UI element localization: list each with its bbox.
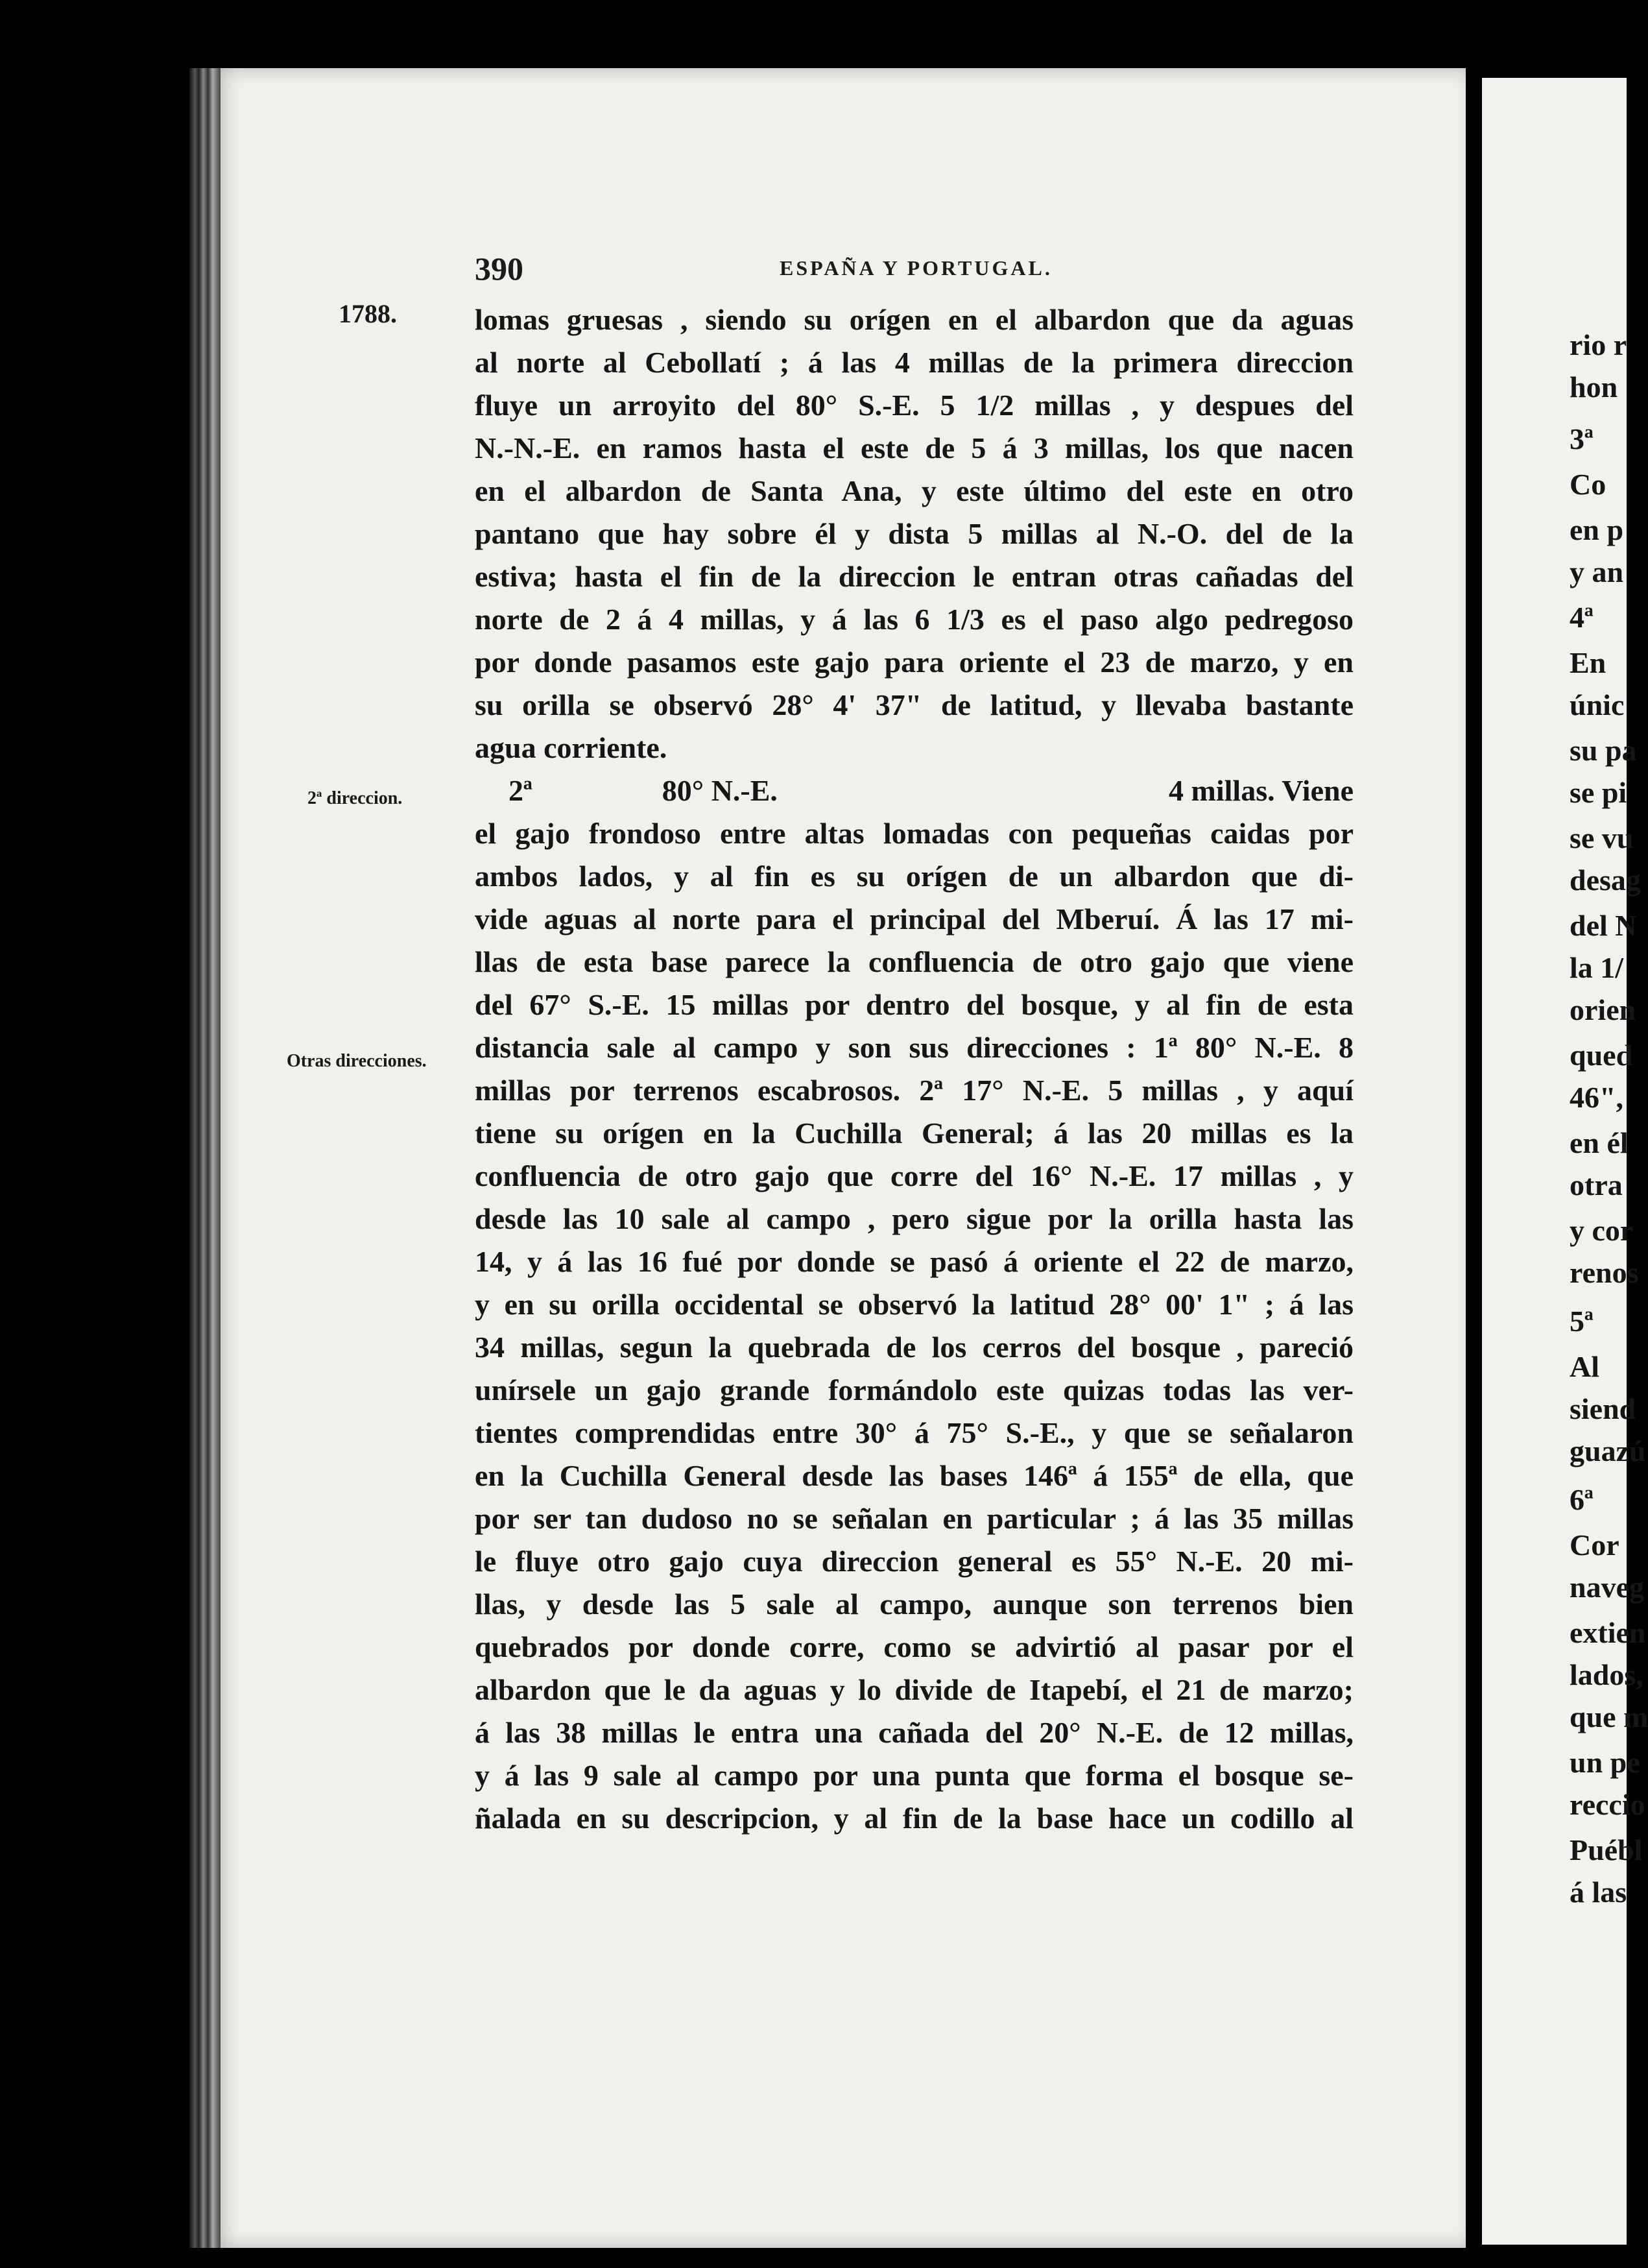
text-line: le fluye otro gajo cuya direccion general es 55° N.-E. 20 mi- bbox=[475, 1545, 1354, 1578]
facing-page-fragment: se pi bbox=[1570, 776, 1627, 809]
facing-page-fragment: En bbox=[1570, 646, 1606, 679]
facing-page-fragment: siend bbox=[1570, 1392, 1636, 1425]
facing-page-fragment: y an bbox=[1570, 555, 1624, 588]
text-line: quebrados por donde corre, como se advirtió al pasar por el bbox=[475, 1630, 1354, 1663]
section-heading-second-direction bbox=[475, 769, 1354, 812]
text-line: y á las 9 sale al campo por una punta que forma el bosque se- bbox=[475, 1759, 1354, 1792]
text-line: estiva; hasta el fin de la direccion le entran otras cañadas del bbox=[475, 560, 1354, 593]
text-line: confluencia de otro gajo que corre del 16° N.-E. 17 millas , y bbox=[475, 1159, 1354, 1192]
text-line: lomas gruesas , siendo su orígen en el albardon que da aguas bbox=[475, 303, 1354, 336]
text-line: millas por terrenos escabrosos. 2ª 17° N.-E. 5 millas , y aquí bbox=[475, 1074, 1354, 1107]
facing-page-fragment: Co bbox=[1570, 468, 1606, 501]
text-line: 34 millas, segun la quebrada de los cerros del bosque , pareció bbox=[475, 1331, 1354, 1364]
facing-page-fragment: lados, bbox=[1570, 1658, 1643, 1691]
facing-page-fragment: Al bbox=[1570, 1350, 1599, 1383]
facing-page-fragment: en p bbox=[1570, 513, 1624, 546]
facing-page-fragment: Puébl bbox=[1570, 1833, 1643, 1866]
text-line: distancia sale al campo y son sus direcciones : 1ª 80° N.-E. 8 bbox=[475, 1031, 1354, 1064]
text-line: tiene su orígen en la Cuchilla General; á las 20 millas es la bbox=[475, 1116, 1354, 1150]
margin-note-year: 1788. bbox=[339, 299, 397, 328]
text-line: pantano que hay sobre él y dista 5 millas al N.-O. del de la bbox=[475, 517, 1354, 550]
facing-page-fragment: un pe bbox=[1570, 1746, 1640, 1779]
text-line: por donde pasamos este gajo para oriente el 23 de marzo, y en bbox=[475, 645, 1354, 679]
facing-page-fragment: del N bbox=[1570, 909, 1637, 942]
section-distance: 4 millas. Viene bbox=[1169, 774, 1354, 807]
facing-page-fragment: desag bbox=[1570, 863, 1641, 897]
text-line: llas de esta base parece la confluencia de otro gajo que viene bbox=[475, 945, 1354, 978]
text-line: al norte al Cebollatí ; á las 4 millas de la primera direccion bbox=[475, 346, 1354, 379]
facing-page-fragment: naveg bbox=[1570, 1571, 1644, 1604]
text-line: ñalada en su descripcion, y al fin de la base hace un codillo al bbox=[475, 1802, 1354, 1835]
facing-page-fragment: Cor bbox=[1570, 1528, 1619, 1562]
section-number: 2ª bbox=[508, 774, 532, 807]
text-line: norte de 2 á 4 millas, y á las 6 1/3 es el paso algo pedregoso bbox=[475, 603, 1354, 636]
facing-page-fragment: que m bbox=[1570, 1700, 1648, 1733]
facing-page-fragment: renos bbox=[1570, 1256, 1639, 1289]
text-line: N.-N.-E. en ramos hasta el este de 5 á 3 millas, los que nacen bbox=[475, 431, 1354, 464]
facing-page-fragment: reccio bbox=[1570, 1788, 1645, 1821]
facing-page-fragment: en él bbox=[1570, 1126, 1629, 1159]
text-line: del 67° S.-E. 15 millas por dentro del bosque, y al fin de esta bbox=[475, 988, 1354, 1021]
text-line: á las 38 millas le entra una cañada del 20° N.-E. de 12 millas, bbox=[475, 1716, 1354, 1749]
margin-note-other-directions: Otras direcciones. bbox=[287, 1051, 427, 1071]
text-line: desde las 10 sale al campo , pero sigue por la orilla hasta las bbox=[475, 1202, 1354, 1235]
text-line: vide aguas al norte para el principal del Mberuí. Á las 17 mi- bbox=[475, 902, 1354, 935]
text-line: el gajo frondoso entre altas lomadas con pequeñas caidas por bbox=[475, 817, 1354, 850]
facing-page-fragment: hon bbox=[1570, 370, 1618, 404]
margin-note-second-direction: 2ª direccion. bbox=[307, 788, 403, 808]
page-number: 390 bbox=[475, 250, 523, 287]
text-line: agua corriente. bbox=[475, 731, 667, 764]
facing-page-fragment: 5ª bbox=[1570, 1305, 1594, 1338]
text-line: unírsele un gajo grande formándolo este quizas todas las ver- bbox=[475, 1373, 1354, 1406]
text-line: ambos lados, y al fin es su orígen de un albardon que di- bbox=[475, 860, 1354, 893]
text-line: en el albardon de Santa Ana, y este último del este en otro bbox=[475, 474, 1354, 507]
facing-page-fragment: se vu bbox=[1570, 821, 1634, 854]
text-line: albardon que le da aguas y lo divide de Itapebí, el 21 de marzo; bbox=[475, 1673, 1354, 1706]
facing-page-fragment: á las bbox=[1570, 1876, 1627, 1909]
facing-page-fragment: 4ª bbox=[1570, 601, 1594, 634]
facing-page-fragment: rio r bbox=[1570, 328, 1627, 361]
page-binding bbox=[189, 68, 221, 2248]
text-line: tientes comprendidas entre 30° á 75° S.-E., y que se señalaron bbox=[475, 1416, 1354, 1449]
facing-page-fragment: orien bbox=[1570, 993, 1636, 1026]
text-line: en la Cuchilla General desde las bases 146ª á 155ª de ella, que bbox=[475, 1459, 1354, 1492]
body-text bbox=[475, 298, 1354, 1840]
text-line: 14, y á las 16 fué por donde se pasó á oriente el 22 de marzo, bbox=[475, 1245, 1354, 1278]
facing-page-fragment: otra bbox=[1570, 1168, 1623, 1201]
facing-page-fragment: guazú bbox=[1570, 1434, 1646, 1467]
facing-page-fragment: 46", bbox=[1570, 1081, 1624, 1114]
text-line: fluye un arroyito del 80° S.-E. 5 1/2 millas , y despues del bbox=[475, 389, 1354, 422]
facing-page-fragment: 6ª bbox=[1570, 1483, 1594, 1516]
text-line: llas, y desde las 5 sale al campo, aunque son terrenos bien bbox=[475, 1587, 1354, 1621]
facing-page-fragment: 3ª bbox=[1570, 422, 1594, 455]
facing-page-fragment: la 1/ bbox=[1570, 951, 1624, 984]
text-line: por ser tan dudoso no se señalan en particular ; á las 35 millas bbox=[475, 1502, 1354, 1535]
facing-page-fragment: su pa bbox=[1570, 734, 1637, 767]
facing-page-fragment: y cor bbox=[1570, 1214, 1634, 1247]
facing-page-fragment: qued bbox=[1570, 1039, 1633, 1072]
text-line: y en su orilla occidental se observó la latitud 28° 00' 1" ; á las bbox=[475, 1288, 1354, 1321]
facing-page-fragment: únic bbox=[1570, 688, 1625, 721]
text-line: su orilla se observó 28° 4' 37" de latitud, y llevaba bastante bbox=[475, 688, 1354, 721]
section-bearing: 80° N.-E. bbox=[662, 774, 778, 807]
facing-page-fragment: extien bbox=[1570, 1616, 1646, 1649]
running-head: ESPAÑA Y PORTUGAL. bbox=[780, 256, 1053, 280]
page-header bbox=[475, 250, 1357, 289]
